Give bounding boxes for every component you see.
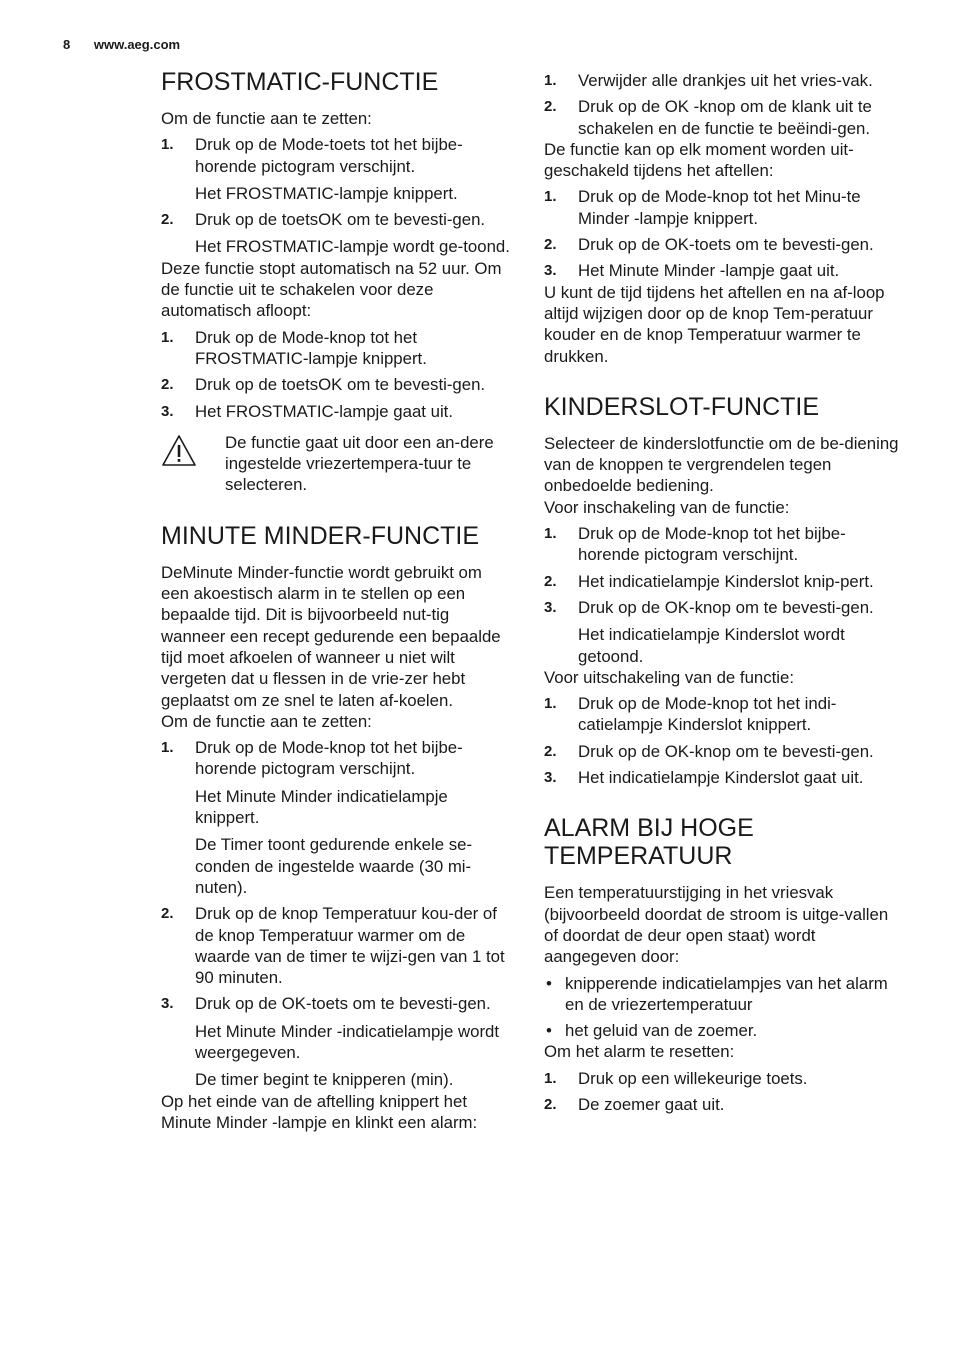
minute-cont-mid: De functie kan op elk moment worden uit-geschakeld tijdens het aftellen: <box>544 139 854 181</box>
frostmatic-intro: Om de functie aan te zetten: <box>161 109 372 128</box>
alarm-step-1 <box>544 70 900 91</box>
step-number: 2. <box>161 376 174 394</box>
kinderslot-off-step-2 <box>544 741 900 762</box>
frostmatic-after: Deze functie stopt automatisch na 52 uur. Om de functie uit te schakelen voor deze automatisch afloopt: <box>161 258 502 321</box>
step-number: 2. <box>161 211 174 229</box>
kinderslot-on-step-3 <box>544 597 900 618</box>
kinderslot-heading: KINDERSLOT-FUNCTIE <box>544 392 820 421</box>
step-number: 2. <box>544 1095 557 1113</box>
step-number: 1. <box>544 695 557 713</box>
minute-minder-section <box>161 522 513 1133</box>
frostmatic-off-step-2 <box>161 374 513 395</box>
step-text: Druk op de Mode-knop tot het FROSTMATIC-lampje knippert. <box>195 327 427 368</box>
minute-step-1 <box>161 737 513 780</box>
step-number: 2. <box>544 98 557 116</box>
alarm-reset-step-1 <box>544 1068 900 1089</box>
frostmatic-off-step-3 <box>161 401 513 422</box>
bullet-text: knipperende indicatielampjes van het alarm en de vriezertemperatuur <box>565 973 888 1014</box>
step-number: 2. <box>544 572 557 590</box>
step-text: Het FROSTMATIC-lampje gaat uit. <box>195 401 453 421</box>
page-number: 8 <box>63 37 71 52</box>
step-note: Het Minute Minder -indicatielampje wordt weergegeven. <box>195 1021 500 1062</box>
kinderslot-on-step-2 <box>544 571 900 592</box>
step-number: 2. <box>544 742 557 760</box>
step-number: 2. <box>544 236 557 254</box>
step-note: De timer begint te knipperen (min). <box>195 1070 454 1090</box>
bullet-text: het geluid van de zoemer. <box>565 1021 758 1041</box>
step-number: 3. <box>161 402 174 420</box>
minute-off-step-2 <box>544 234 900 255</box>
step-text: Druk op de Mode-toets tot het bijbe-horende pictogram verschijnt. <box>195 135 463 176</box>
step-text: Het Minute Minder -lampje gaat uit. <box>578 261 840 281</box>
alarm-reset-intro: Om het alarm te resetten: <box>544 1042 735 1062</box>
step-number: 3. <box>544 262 557 280</box>
step-note: Het indicatielampje Kinderslot wordt getoond. <box>578 625 845 666</box>
alarm-heading: ALARM BIJ HOGE TEMPERATUUR <box>544 814 754 871</box>
minute-minder-body: DeMinute Minder-functie wordt gebruikt om een akoestisch alarm in te stellen op een bepaalde tijd. Dit is bijvoorbeeld nut-tig wanneer een recept gedurende een bepaalde tijd moet afkoelen of wanneer u niet wilt vergeten dat u flessen in de vrie-zer hebt geplaatst om ze snel te laten af-koelen. <box>161 562 501 710</box>
frostmatic-on-step-2 <box>161 209 513 230</box>
frostmatic-off-step-1 <box>161 327 513 370</box>
step-note: Het FROSTMATIC-lampje wordt ge-toond. <box>195 237 510 257</box>
warning-icon <box>161 432 225 496</box>
frostmatic-on-step-1 <box>161 134 513 177</box>
bullet-icon: • <box>546 973 552 993</box>
step-text: Verwijder alle drankjes uit het vries-vak. <box>578 71 873 90</box>
step-text: Druk op de Mode-knop tot het indi-catielampje Kinderslot knippert. <box>578 694 837 735</box>
step-text: Druk op de OK -knop om de klank uit te schakelen en de functie te beëindi-gen. <box>578 97 872 138</box>
step-note: Het Minute Minder indicatielampje knippert. <box>195 786 448 828</box>
minute-off-step-3 <box>544 260 900 281</box>
minute-step-2 <box>161 903 513 988</box>
minute-minder-intro: Om de functie aan te zetten: <box>161 711 372 731</box>
step-number: 2. <box>161 905 174 923</box>
step-text: Druk op de Mode-knop tot het bijbe-horende pictogram verschijnt. <box>578 524 846 565</box>
step-number: 1. <box>161 328 174 346</box>
kinderslot-section <box>544 393 900 788</box>
step-text: Druk op de toetsOK om te bevesti-gen. <box>195 210 486 230</box>
alarm-bullet-2 <box>544 1020 900 1041</box>
kinderslot-intro-on: Voor inschakeling van de functie: <box>544 497 790 517</box>
minute-minder-end: Op het einde van de aftelling knippert het Minute Minder -lampje en klinkt een alarm: <box>161 1091 478 1132</box>
step-number: 1. <box>544 525 557 543</box>
step-text: Druk op de OK-knop om te bevesti-gen. <box>578 597 874 617</box>
step-number: 1. <box>544 72 557 89</box>
warning-text: De functie gaat uit door een an-dere ingestelde vriezertempera-tuur te selecteren. <box>225 432 494 495</box>
step-number: 1. <box>544 188 557 206</box>
step-text: Druk op de OK-knop om te bevesti-gen. <box>578 741 874 761</box>
step-number: 3. <box>544 769 557 787</box>
frostmatic-heading: FROSTMATIC-FUNCTIE <box>161 68 439 96</box>
step-text: Druk op de knop Temperatuur kou-der of de knop Temperatuur warmer om de waarde van de timer te wijzi-gen van 1 tot 90 minuten. <box>195 904 505 988</box>
alarm-bullet-1 <box>544 973 900 1016</box>
step-text: Druk op de toetsOK om te bevesti-gen. <box>195 375 486 395</box>
step-text: De zoemer gaat uit. <box>578 1094 725 1114</box>
step-number: 1. <box>161 739 174 757</box>
alarm-body: Een temperatuurstijging in het vriesvak (bijvoorbeeld doordat de stroom is uitge-vallen of doordat de deur open staat) wordt aangegeven door: <box>544 883 889 967</box>
kinderslot-intro-off: Voor uitschakeling van de functie: <box>544 667 795 687</box>
step-text: Druk op de OK-toets om te bevesti-gen. <box>578 235 874 255</box>
step-number: 3. <box>544 598 557 616</box>
step-number: 3. <box>161 995 174 1013</box>
warning-note <box>161 432 513 496</box>
website-url: www.aeg.com <box>93 37 181 52</box>
kinderslot-on-step-1 <box>544 523 900 566</box>
alarm-section <box>544 814 900 1115</box>
left-column <box>161 68 513 1159</box>
minute-off-step-1 <box>544 186 900 229</box>
alarm-step-2 <box>544 96 900 139</box>
step-number: 1. <box>544 1069 557 1087</box>
step-number: 1. <box>161 136 174 154</box>
step-note: Het FROSTMATIC-lampje knippert. <box>195 183 458 203</box>
minute-step-3 <box>161 993 513 1014</box>
step-text: Het indicatielampje Kinderslot gaat uit. <box>578 768 864 788</box>
kinderslot-off-step-3 <box>544 767 900 788</box>
step-note: De Timer toont gedurende enkele se-conden de ingestelde waarde (30 mi-nuten). <box>195 835 473 897</box>
page-header <box>63 37 180 52</box>
step-text: Druk op een willekeurige toets. <box>578 1068 808 1088</box>
step-text: Het indicatielampje Kinderslot knip-pert. <box>578 571 874 591</box>
frostmatic-section <box>161 68 513 496</box>
step-text: Druk op de OK-toets om te bevesti-gen. <box>195 994 491 1014</box>
minute-minder-heading: MINUTE MINDER-FUNCTIE <box>161 521 480 550</box>
step-text: Druk op de Mode-knop tot het Minu-te Minder -lampje knippert. <box>578 187 861 228</box>
alarm-reset-step-2 <box>544 1094 900 1115</box>
step-text: Druk op de Mode-knop tot het bijbe-horende pictogram verschijnt. <box>195 738 463 779</box>
minute-minder-continued <box>544 70 900 367</box>
kinderslot-off-step-1 <box>544 693 900 736</box>
minute-cont-end: U kunt de tijd tijdens het aftellen en na af-loop altijd wijzigen door op de knop Tem-peratuur kouder en de knop Temperatuur warmer te drukken. <box>544 282 885 366</box>
kinderslot-body: Selecteer de kinderslotfunctie om de be-diening van de knoppen te vergrendelen tegen onbedoelde bediening. <box>544 433 899 496</box>
right-column <box>544 70 900 1141</box>
bullet-icon: • <box>546 1021 552 1041</box>
